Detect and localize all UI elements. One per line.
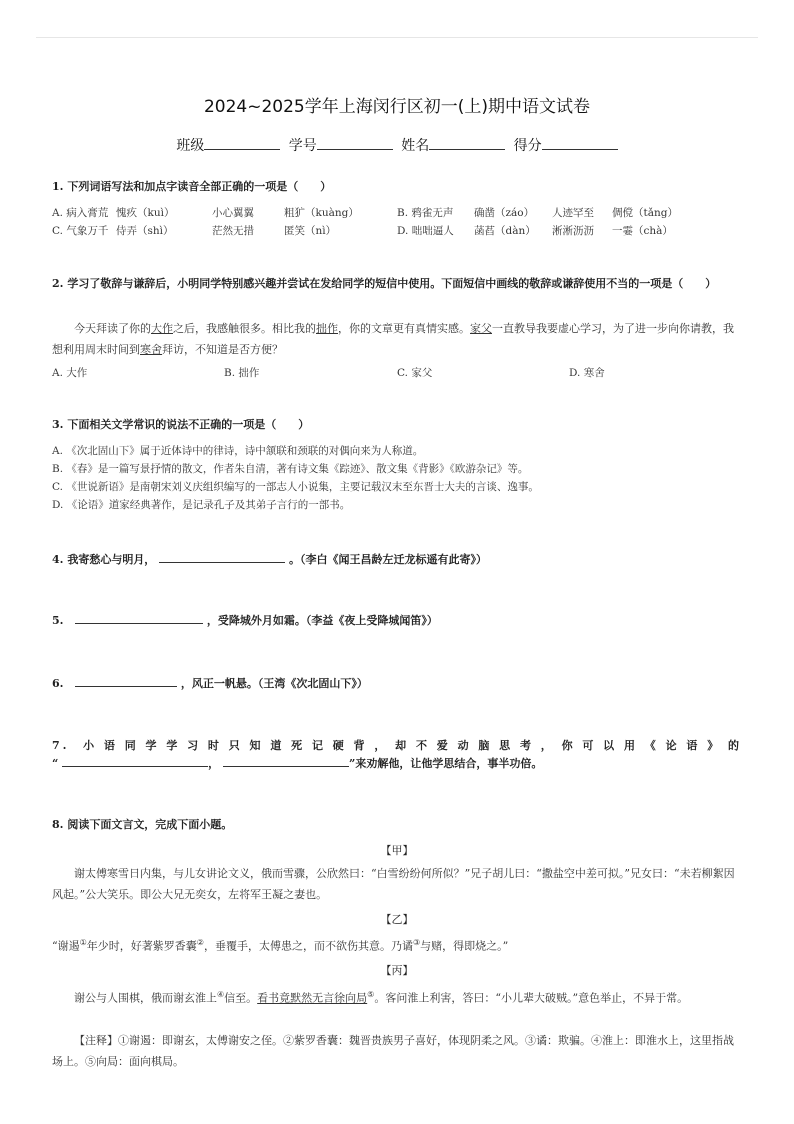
text: “谢遏 <box>52 939 80 953</box>
text: 信至。 <box>224 991 258 1005</box>
text: 年少时，好著紫罗香囊 <box>86 939 197 953</box>
option-c[interactable]: C. 家父 <box>397 367 433 379</box>
number-label: 学号 <box>288 138 317 154</box>
option-d-word3: 淅淅沥沥 <box>552 225 594 237</box>
section-jia-text: 谢太傅寒雪日内集，与儿女讲论文义，俄而雪骤，公欣然曰：“白雪纷纷何所似？”兄子胡儿曰：“撒盐空中差可拟。”兄女曰：“未若柳絮因风起。”公大笑乐。即公大兄无奕女，左将军王凝之妻也。 <box>52 867 735 901</box>
passage-text: ，你的文章更有真情实感。 <box>338 322 470 335</box>
answer-blank-1[interactable] <box>62 755 208 767</box>
section-yi-heading: 【乙】 <box>380 913 414 926</box>
name-label: 姓名 <box>401 138 430 154</box>
option-d[interactable]: D. 寒舍 <box>569 367 605 379</box>
option-a-word1[interactable]: A. 病入膏荒 <box>52 207 109 219</box>
class-blank[interactable] <box>204 137 280 150</box>
option-b-word3: 人迹罕至 <box>552 207 594 219</box>
question-5 <box>52 612 742 630</box>
option-a[interactable]: A. 大作 <box>52 367 88 379</box>
underlined-sentence: 看书竟默然无言徐向局 <box>257 991 368 1005</box>
passage-text: 今天拜读了你的 <box>74 322 151 335</box>
answer-blank-2[interactable] <box>223 755 349 767</box>
question-1-options <box>52 204 742 240</box>
annotation-notes: 【注释】①谢遏：即谢玄，太傅谢安之侄。②紫罗香囊：魏晋贵族男子喜好，体现阴柔之风。③谲：欺骗。④淮上：即淮水上，这里指战场上。⑤向局：面向棋局。 <box>52 1034 734 1068</box>
option-a-word2: 愧疚（kuì） <box>116 207 175 219</box>
option-b-text: B. 《春》是一篇写景抒情的散文，作者朱自清，著有诗文集《踪迹》、散文集《背影》《欧游杂记》等。 <box>52 463 529 475</box>
exam-title: 2024~2025学年上海闵行区初一(上)期中语文试卷 <box>203 97 591 117</box>
underlined-word-4: 寒舍 <box>140 343 162 356</box>
passage-text: 拜访，不知道是否方便？ <box>162 343 283 356</box>
option-c[interactable] <box>52 478 742 496</box>
answer-blank[interactable] <box>75 675 177 687</box>
question-4-pre: 4. 我寄愁心与明月， <box>52 553 156 566</box>
question-3-stem: 3. 下面相关文学常识的说法不正确的一项是（ ） <box>52 418 310 431</box>
name-blank[interactable] <box>429 137 505 150</box>
option-a-word3: 小心翼翼 <box>212 207 254 219</box>
option-b[interactable]: B. 拙作 <box>224 367 260 379</box>
option-row-cd <box>52 222 742 240</box>
question-3-options <box>52 442 742 514</box>
option-c-text: C. 《世说新语》是南朝宋刘义庆组织编写的一部志人小说集，主要记载汉末至东晋士大夫的言谈、逸事。 <box>52 481 539 493</box>
quote-open: “ <box>52 757 59 770</box>
student-info-line <box>0 135 794 155</box>
question-7-post: ”来劝解他，让他学思结合，事半功倍。 <box>349 757 543 770</box>
question-5-post: ，受降城外月如霜。（李益《夜上受降城闻笛》） <box>206 614 438 627</box>
passage-text: 之后，我感触很多。相比我的 <box>173 322 316 335</box>
text: 与赌，得即烧之。” <box>420 939 509 953</box>
option-row <box>52 364 742 382</box>
underlined-word-3: 家父 <box>470 322 492 335</box>
number-blank[interactable] <box>317 137 393 150</box>
note-marker: ③ <box>412 938 421 947</box>
comma: ， <box>208 757 220 770</box>
question-5-pre: 5. <box>52 614 64 627</box>
question-4 <box>52 551 742 569</box>
option-b-word1[interactable]: B. 鸦雀无声 <box>397 207 454 219</box>
answer-blank[interactable] <box>159 551 285 563</box>
page-top-rule <box>36 37 758 38</box>
option-row-ab <box>52 204 742 222</box>
section-bing-text <box>52 984 742 1009</box>
text: 。客问淮上利害，答曰：“小儿辈大破贼。”意色举止，不异于常。 <box>374 991 689 1005</box>
question-6-post: ，风正一帆悬。（王湾《次北固山下》） <box>180 677 368 690</box>
text: ，垂覆手，太傅患之，而不欲伤其意。乃谲 <box>203 939 413 953</box>
option-d-text: D. 《论语》道家经典著作，是记录孔子及其弟子言行的一部书。 <box>52 499 351 511</box>
option-c-word2: 侍弄（shì） <box>116 225 174 237</box>
score-label: 得分 <box>513 138 542 154</box>
underlined-word-1: 大作 <box>151 322 173 335</box>
underlined-word-2: 拙作 <box>316 322 338 335</box>
text: 谢公与人围棋，俄而谢玄淮上 <box>74 991 217 1005</box>
option-c-word4: 匿笑（nì） <box>284 225 337 237</box>
option-b-word4: 倜傥（tǎng） <box>612 207 678 219</box>
option-d[interactable] <box>52 496 742 514</box>
option-a-word4: 粗犷（kuàng） <box>284 207 359 219</box>
question-2-stem: 2. 学习了敬辞与谦辞后，小明同学特别感兴趣并尝试在发给同学的短信中使用。下面短信中画线的敬辞或谦辞使用不当的一项是（ ） <box>52 277 717 290</box>
score-blank[interactable] <box>542 137 618 150</box>
class-label: 班级 <box>176 138 205 154</box>
option-a-text: A. 《次北固山下》属于近体诗中的律诗，诗中颔联和颈联的对偶向来为人称道。 <box>52 445 424 457</box>
question-8-stem: 8. 阅读下面文言文，完成下面小题。 <box>52 818 233 831</box>
question-7-line1: 7. 小语同学学习时只知道死记硬背，却不爱动脑思考，你可以用《论语》的 <box>52 739 742 752</box>
question-2-options <box>52 364 742 382</box>
note-marker: ① <box>79 938 87 947</box>
question-6-pre: 6. <box>52 677 64 690</box>
option-d-word1[interactable]: D. 咄咄逼人 <box>397 225 454 237</box>
note-marker: ④ <box>217 990 225 999</box>
option-a[interactable] <box>52 442 742 460</box>
option-c-word1[interactable]: C. 气象万千 <box>52 225 109 237</box>
note-marker: ⑤ <box>367 990 375 999</box>
question-2-passage <box>52 318 742 360</box>
question-7-line2 <box>52 755 742 773</box>
option-d-word4: 一霎（chà） <box>612 225 673 237</box>
note-marker: ② <box>196 938 204 947</box>
answer-blank[interactable] <box>75 612 203 624</box>
question-6 <box>52 675 742 693</box>
section-bing-heading: 【丙】 <box>380 964 414 977</box>
passage-text: 一直教导我要虚心学习，为了进一步向你请教，我想利用周末时间到 <box>52 322 734 356</box>
option-d-word2: 菡萏（dàn） <box>474 225 536 237</box>
question-1-stem: 1. 下列词语写法和加点字读音全部正确的一项是（ ） <box>52 180 332 193</box>
question-4-post: 。（李白《闻王昌龄左迁龙标遥有此寄》） <box>289 553 487 566</box>
option-b[interactable] <box>52 460 742 478</box>
section-jia-heading: 【甲】 <box>380 844 414 857</box>
section-yi-text <box>52 932 742 957</box>
option-b-word2: 确凿（záo） <box>474 207 535 219</box>
option-c-word3: 茫然无措 <box>212 225 254 237</box>
